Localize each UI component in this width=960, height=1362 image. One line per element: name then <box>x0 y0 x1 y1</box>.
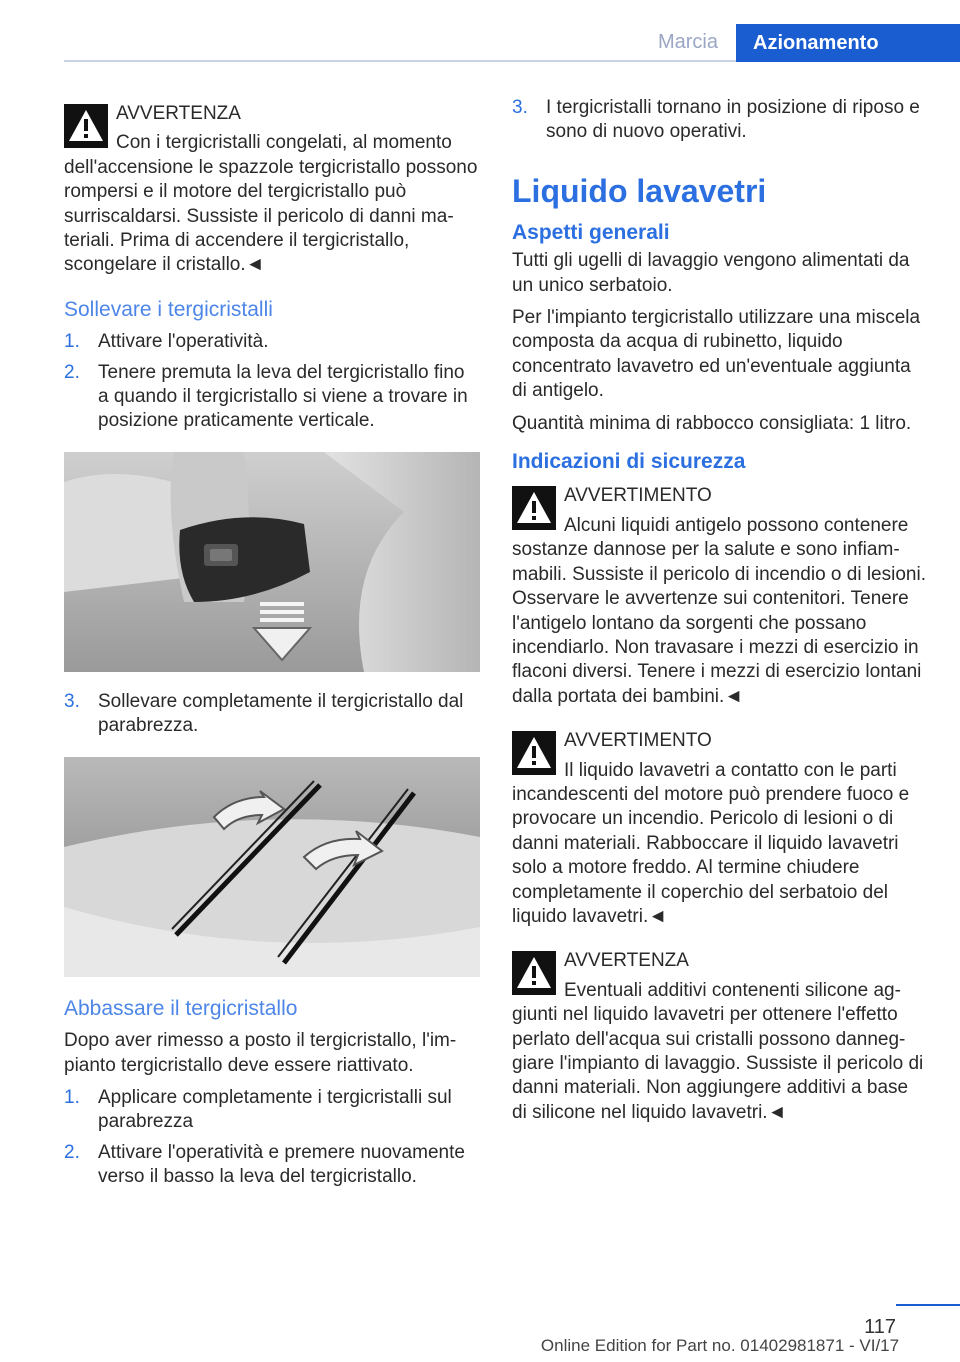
list-item <box>64 1086 480 1135</box>
page-number: 117 <box>864 1316 896 1338</box>
right-column <box>512 96 928 1133</box>
warning-text: Il liquido lavavetri a contatto con le parti incandescenti del motore può prendere fuoco e provocare un incendio. Pericolo di lesioni o di danni materiali. Rabboccare il liquido lavavetri solo a motore freddo. Al termine chiudere completamente il coperchio del serbatoio del liquido lavavetri.◄ <box>512 759 910 927</box>
list-item <box>64 690 480 739</box>
warning-block <box>512 943 928 1125</box>
list-item <box>512 96 928 145</box>
wiper-lever-illustration <box>64 452 480 672</box>
warning-triangle-icon <box>512 951 556 995</box>
edition-note: Online Edition for Part no. 01402981871 - VI/17 <box>540 1336 900 1355</box>
paragraph: Per l'impianto tergicristallo utilizzare una miscela composta da acqua di rubinetto, liquido concentrato lavavetro ed un'eventuale aggiunta di antigelo. <box>512 307 921 402</box>
windshield-wipers-illustration <box>64 757 480 977</box>
paragraph: Quantità minima di rabbocco consigliata: 1 litro. <box>512 412 912 434</box>
warning-title: AVVERTIMENTO <box>564 485 712 507</box>
warning-triangle-icon <box>512 731 556 775</box>
step-text: I tergicristalli tornano in posizione di riposo e sono di nuovo operativi. <box>546 97 920 143</box>
step-text: Tenere premuta la leva del tergicristallo fino a quando il tergicristallo si viene a trovare in posizione praticamente verticale. <box>98 361 468 432</box>
step-number: 1. <box>64 331 80 353</box>
warning-triangle-icon <box>64 104 108 148</box>
step-number: 3. <box>512 97 528 118</box>
tab-marcia[interactable]: Marcia <box>657 31 718 53</box>
section-title-aspetti: Aspetti generali <box>512 220 670 244</box>
list-item <box>64 361 480 434</box>
warning-block <box>64 96 480 278</box>
step-number: 2. <box>64 361 80 383</box>
warning-text: Alcuni liquidi antigelo possono contenere sostanze dannose per la salute e sono infiammabili. Sussiste il pericolo di incendio o di lesioni. Osservare le avvertenze sui contenitori. Tenere l'antigelo lontano da sorgenti che possano incendiarlo. Non travasare i mezzi di esercizio in flaconi diversi. Tenere i mezzi di esercizio lontani dalla portata dei bambini.◄ <box>512 514 926 707</box>
list-item <box>64 1141 480 1190</box>
section-title-sollevare: Sollevare i tergicristalli <box>64 297 273 321</box>
left-column <box>64 96 480 1196</box>
step-text: Sollevare completamente il tergicristallo dal parabrezza. <box>98 690 464 737</box>
section-title-abbassare: Abbassare il tergicristallo <box>64 996 298 1020</box>
warning-title: AVVERTENZA <box>564 950 689 972</box>
step-number: 3. <box>64 690 80 712</box>
step-text: Attivare l'operatività. <box>98 331 269 353</box>
warning-block <box>512 478 928 709</box>
footer-rule <box>896 1304 960 1306</box>
warning-triangle-icon <box>512 486 556 530</box>
warning-title: AVVERTENZA <box>116 103 241 124</box>
tab-azionamento[interactable]: Azionamento <box>736 24 960 62</box>
step-number: 1. <box>64 1086 80 1108</box>
warning-text: Eventuali additivi contenenti silicone aggiunti nel liquido lavavetri per ottenere l'effetto perlato dell'acqua sui cristalli possono danneggiare l'impianto di lavaggio. Sussiste il pericolo di danni materiali. Non aggiungere additivi a base di silicone nel liquido lavavetri.◄ <box>512 979 924 1123</box>
step-text: Applicare completamente i tergicristalli sul parabrezza <box>98 1086 452 1133</box>
list-item <box>64 330 480 354</box>
chapter-title: Liquido lavavetri <box>512 172 767 209</box>
warning-text: Con i tergicristalli congelati, al momento dell'accensione le spazzole tergicristallo possono rompersi e il motore del tergicristallo può surriscaldarsi. Sussiste il pericolo di danni materiali. Prima di accendere il tergicristallo, scongelare il cristallo.◄ <box>64 132 478 276</box>
step-text: Attivare l'operatività e premere nuovamente verso il basso la leva del tergicristallo. <box>98 1141 465 1188</box>
step-number: 2. <box>64 1141 80 1163</box>
section-title-sicurezza: Indicazioni di sicurezza <box>512 450 746 474</box>
paragraph: Tutti gli ugelli di lavaggio vengono alimentati da un unico serbatoio. <box>512 250 910 296</box>
warning-block <box>512 723 928 929</box>
section-intro: Dopo aver rimesso a posto il tergicristallo, l'impianto tergicristallo deve essere riattivato. <box>64 1030 457 1076</box>
warning-title: AVVERTIMENTO <box>564 730 712 752</box>
